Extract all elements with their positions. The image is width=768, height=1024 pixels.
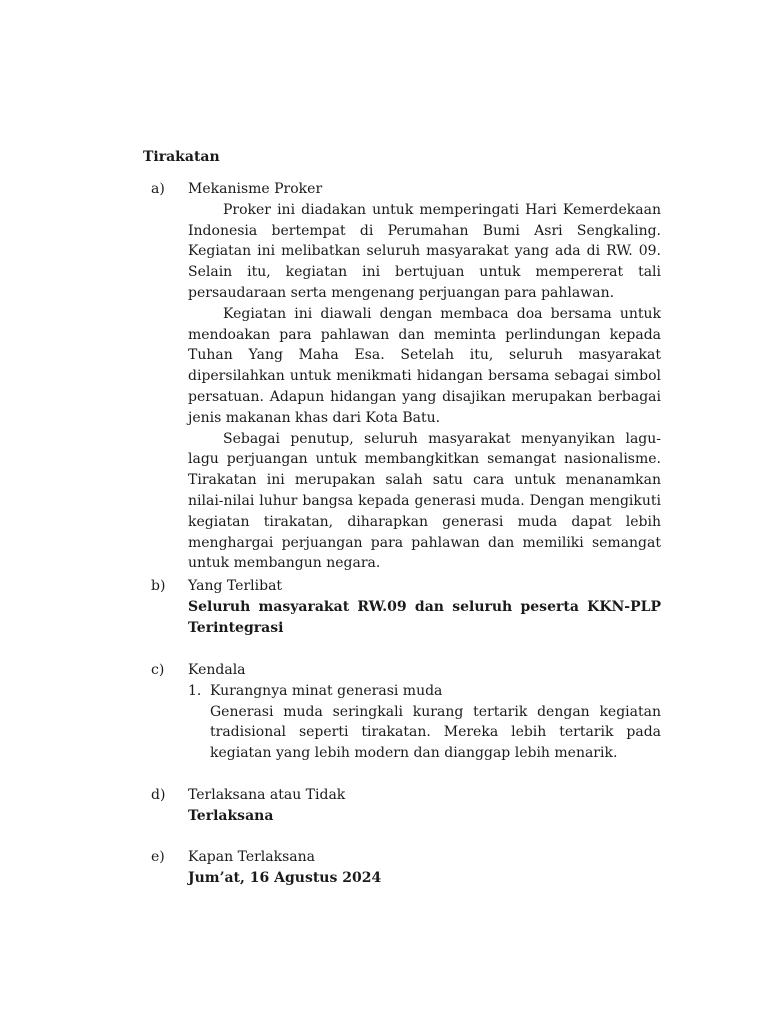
section-body: [188, 200, 661, 574]
section-heading: Terlaksana atau Tidak: [188, 787, 346, 803]
section-heading: Mekanisme Proker: [188, 181, 323, 197]
section-marker: a): [151, 181, 165, 197]
section-marker: e): [151, 849, 165, 865]
section-marker: b): [151, 578, 166, 594]
date-value: Jum’at, 16 Agustus 2024: [188, 869, 382, 886]
section-body: [188, 597, 661, 639]
list-number: 1.: [188, 682, 202, 699]
section-heading: Kapan Terlaksana: [188, 849, 316, 865]
section-marker: d): [151, 787, 166, 803]
section-body: [188, 806, 661, 827]
section-heading: Kendala: [188, 662, 246, 678]
paragraph: Proker ini diadakan untuk memperingati Hari Kemerdekaan Indonesia bertempat di Perumahan Bumi Asri Sengkaling. Kegiatan ini melibatkan seluruh masyarakat yang ada di RW. 09. Selain itu, kegiatan ini bertujuan untuk mempererat tali persaudaraan serta mengenang perjuangan para pahlawan.: [188, 201, 661, 301]
paragraph: Kegiatan ini diawali dengan membaca doa bersama untuk mendoakan para pahlawan dan meminta perlindungan kepada Tuhan Yang Maha Esa. Setelah itu, seluruh masyarakat dipersilahkan untuk menikmati hidangan bersama sebagai simbol persatuan. Adapun hidangan yang disajikan merupakan berbagai jenis makanan khas dari Kota Batu.: [188, 305, 661, 426]
obstacle-description: Generasi muda seringkali kurang tertarik dengan kegiatan tradisional seperti tirakatan. Mereka lebih tertarik pada kegiatan yang lebih modern dan dianggap lebih menarik.: [210, 703, 661, 762]
paragraph: Sebagai penutup, seluruh masyarakat menyanyikan lagu-lagu perjuangan untuk membangkitkan semangat nasionalisme. Tirakatan ini merupakan salah satu cara untuk menanamkan nilai-nilai luhur bangsa kepada generasi muda. Dengan mengikuti kegiatan tirakatan, diharapkan generasi muda dapat lebih menghargai perjuangan para pahlawan dan memiliki semangat untuk membangun negara.: [188, 430, 661, 572]
section-marker: c): [151, 662, 165, 678]
involved-parties: Seluruh masyarakat RW.09 dan seluruh peserta KKN-PLP Terintegrasi: [188, 598, 661, 636]
status-value: Terlaksana: [188, 807, 274, 824]
section-heading: Yang Terlibat: [188, 578, 283, 594]
document-title: Tirakatan: [143, 149, 220, 165]
section-body: [188, 868, 661, 889]
obstacle-title: Kurangnya minat generasi muda: [210, 682, 443, 699]
